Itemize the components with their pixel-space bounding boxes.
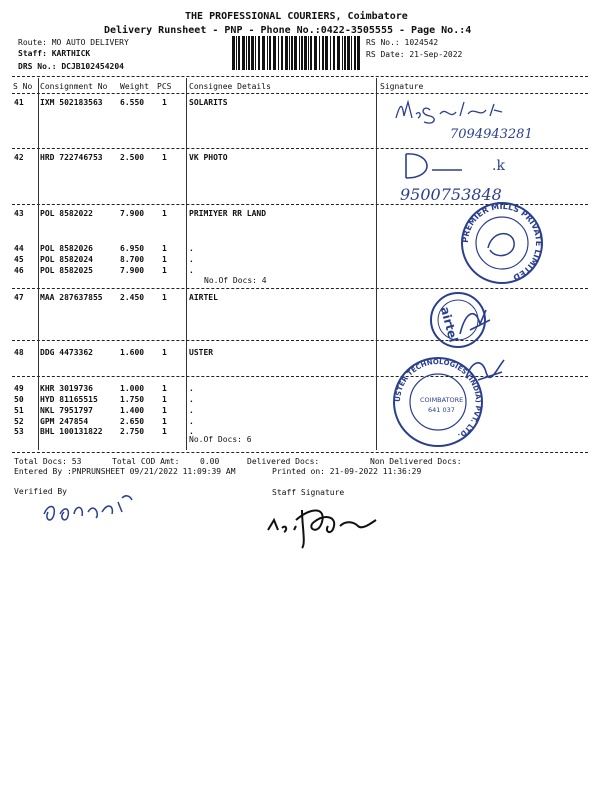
rule (12, 93, 588, 94)
cell-consignment-no: BHL 100131822 (40, 427, 103, 436)
rule (12, 288, 588, 289)
barcode-bar (242, 36, 245, 70)
rule (12, 148, 588, 149)
barcode-bar (262, 36, 265, 70)
cell-weight: 2.500 (120, 153, 145, 162)
barcode-bar (281, 36, 283, 70)
cell-pcs: 1 (162, 417, 167, 426)
barcode-bar (354, 36, 356, 70)
docs-count: No.Of Docs: 4 (204, 276, 267, 285)
barcode-bar (319, 36, 320, 70)
barcode-bar (357, 36, 360, 70)
cell-pcs: 1 (162, 266, 167, 275)
barcode-bar (301, 36, 303, 70)
cell-consignee: . (189, 395, 194, 404)
cell-consignment-no: HRD 722746753 (40, 153, 103, 162)
cell-consignee: . (189, 384, 194, 393)
col-header-consignment: Consignment No (40, 82, 108, 91)
cell-consignee: AIRTEL (189, 293, 218, 302)
barcode-bar (337, 36, 340, 70)
rule (12, 76, 588, 77)
barcode-bar (248, 36, 250, 70)
svg-text:PREMIER MILLS PRIVATE LIMITED: PREMIER MILLS PRIVATE LIMITED (460, 201, 544, 282)
rs-date: RS Date: 21-Sep-2022 (366, 50, 463, 59)
barcode-bar (310, 36, 312, 70)
cell-sno: 42 (14, 153, 24, 162)
barcode-bar (294, 36, 297, 70)
barcode-bar (236, 36, 237, 70)
staff-signature-label: Staff Signature (272, 488, 345, 497)
barcode-bar (291, 36, 293, 70)
cell-weight: 1.400 (120, 406, 145, 415)
cell-pcs: 1 (162, 427, 167, 436)
signature-row42 (392, 150, 562, 205)
cell-consignee: . (189, 427, 194, 436)
cell-weight: 8.700 (120, 255, 145, 264)
cell-weight: 6.550 (120, 98, 145, 107)
company-name: THE PROFESSIONAL COURIERS, Coimbatore (185, 11, 408, 22)
cell-consignee: . (189, 244, 194, 253)
barcode-bar (330, 36, 331, 70)
barcode-bar (251, 36, 254, 70)
cell-sno: 45 (14, 255, 24, 264)
svg-text:7094943281: 7094943281 (450, 127, 533, 142)
rule (12, 340, 588, 341)
verified-by-label: Verified By (14, 487, 67, 496)
signature-row41 (390, 96, 560, 144)
cell-consignment-no: POL 8582026 (40, 244, 93, 253)
barcode-bar (333, 36, 335, 70)
svg-text:641 037: 641 037 (428, 406, 455, 414)
barcode-bar (347, 36, 350, 70)
cell-pcs: 1 (162, 209, 167, 218)
staff-signature (262, 496, 392, 550)
staff-label: Staff: KARTHICK (18, 49, 91, 58)
cell-sno: 44 (14, 244, 24, 253)
cell-weight: 1.750 (120, 395, 145, 404)
stamp-airtel (420, 290, 500, 350)
cell-consignment-no: GPM 247854 (40, 417, 89, 426)
barcode-bar (267, 36, 268, 70)
stamp-premier (452, 200, 552, 286)
col-header-signature: Signature (380, 82, 424, 91)
svg-text:airtel: airtel (437, 305, 461, 344)
cell-consignment-no: IXM 502183563 (40, 98, 103, 107)
svg-text:.k: .k (492, 158, 505, 174)
svg-text:USTER TECHNOLOGIES (INDIA) PVT: USTER TECHNOLOGIES (INDIA) PVT. LTD. (393, 357, 483, 440)
runsheet-title: Delivery Runsheet - PNP - Phone No.:0422-3505555 - Page No.:4 (104, 25, 472, 36)
verified-signature (38, 484, 138, 534)
cell-weight: 1.600 (120, 348, 145, 357)
barcode-bar (238, 36, 240, 70)
stamp-uster (386, 350, 526, 450)
barcode-bar (322, 36, 324, 70)
cell-sno: 51 (14, 406, 24, 415)
cell-pcs: 1 (162, 153, 167, 162)
barcode-bar (304, 36, 307, 70)
cell-consignee: PRIMIYER RR LAND (189, 209, 267, 218)
cell-sno: 47 (14, 293, 24, 302)
barcode-bar (299, 36, 300, 70)
cell-consignee: . (189, 266, 194, 275)
barcode-bar (278, 36, 279, 70)
drs-number: DRS No.: DCJB102454204 (18, 62, 124, 71)
cell-weight: 7.900 (120, 209, 145, 218)
cell-weight: 6.950 (120, 244, 145, 253)
entered-by: Entered By :PNPRUNSHEET 09/21/2022 11:09:39 AM (14, 467, 236, 476)
column-divider (38, 78, 39, 450)
cell-weight: 2.750 (120, 427, 145, 436)
barcode-bar (258, 36, 260, 70)
docs-count: No.Of Docs: 6 (189, 435, 252, 444)
cell-consignee: . (189, 417, 194, 426)
cell-weight: 2.650 (120, 417, 145, 426)
cell-consignment-no: HYD 81165515 (40, 395, 98, 404)
cell-consignee: USTER (189, 348, 214, 357)
cell-consignment-no: NKL 7951797 (40, 406, 93, 415)
cell-consignment-no: MAA 287637855 (40, 293, 103, 302)
non-delivered-docs: Non Delivered Docs: (370, 457, 462, 466)
cell-weight: 2.450 (120, 293, 145, 302)
cell-consignment-no: KHR 3019736 (40, 384, 93, 393)
barcode-bar (246, 36, 247, 70)
printed-on: Printed on: 21-09-2022 11:36:29 (272, 467, 422, 476)
cell-weight: 7.900 (120, 266, 145, 275)
cell-sno: 53 (14, 427, 24, 436)
svg-text:9500753848: 9500753848 (400, 185, 502, 204)
rs-number: RS No.: 1024542 (366, 38, 439, 47)
rule (12, 452, 588, 453)
barcode-bar (344, 36, 346, 70)
cell-sno: 48 (14, 348, 24, 357)
cell-consignee: VK PHOTO (189, 153, 228, 162)
cell-sno: 43 (14, 209, 24, 218)
cell-pcs: 1 (162, 395, 167, 404)
cell-consignee: . (189, 406, 194, 415)
col-header-pcs: PCS (157, 82, 172, 91)
column-divider (376, 78, 377, 450)
cell-sno: 50 (14, 395, 24, 404)
cell-sno: 49 (14, 384, 24, 393)
barcode-bar (232, 36, 235, 70)
barcode-bar (342, 36, 343, 70)
barcode-bar (255, 36, 256, 70)
cell-consignment-no: POL 8582022 (40, 209, 93, 218)
barcode-bar (273, 36, 276, 70)
cell-pcs: 1 (162, 293, 167, 302)
col-header-consignee: Consignee Details (189, 82, 271, 91)
svg-text:COIMBATORE: COIMBATORE (420, 396, 464, 404)
cell-pcs: 1 (162, 348, 167, 357)
cell-consignment-no: POL 8582024 (40, 255, 93, 264)
cell-pcs: 1 (162, 98, 167, 107)
col-header-weight: Weight (120, 82, 149, 91)
total-cod-amount: 0.00 (200, 457, 220, 466)
cell-sno: 41 (14, 98, 24, 107)
cell-consignee: SOLARITS (189, 98, 228, 107)
cell-consignment-no: DDG 4473362 (40, 348, 93, 357)
route-label: Route: MO AUTO DELIVERY (18, 38, 129, 47)
barcode-bar (325, 36, 328, 70)
cell-consignee: . (189, 255, 194, 264)
barcode-bar (308, 36, 309, 70)
barcode-bar (285, 36, 288, 70)
cell-weight: 1.000 (120, 384, 145, 393)
total-cod-label: Total COD Amt: (112, 457, 180, 466)
cell-consignment-no: POL 8582025 (40, 266, 93, 275)
column-divider (186, 78, 187, 450)
cell-sno: 46 (14, 266, 24, 275)
barcode-bar (314, 36, 317, 70)
cell-pcs: 1 (162, 244, 167, 253)
cell-pcs: 1 (162, 384, 167, 393)
barcode-bar (289, 36, 290, 70)
barcode-bar (351, 36, 352, 70)
cell-pcs: 1 (162, 255, 167, 264)
delivered-docs: Delivered Docs: (247, 457, 320, 466)
cell-pcs: 1 (162, 406, 167, 415)
total-docs: Total Docs: 53 (14, 457, 82, 466)
cell-sno: 52 (14, 417, 24, 426)
col-header-sno: S No (13, 82, 33, 91)
barcode-bar (269, 36, 271, 70)
barcode (232, 36, 360, 70)
